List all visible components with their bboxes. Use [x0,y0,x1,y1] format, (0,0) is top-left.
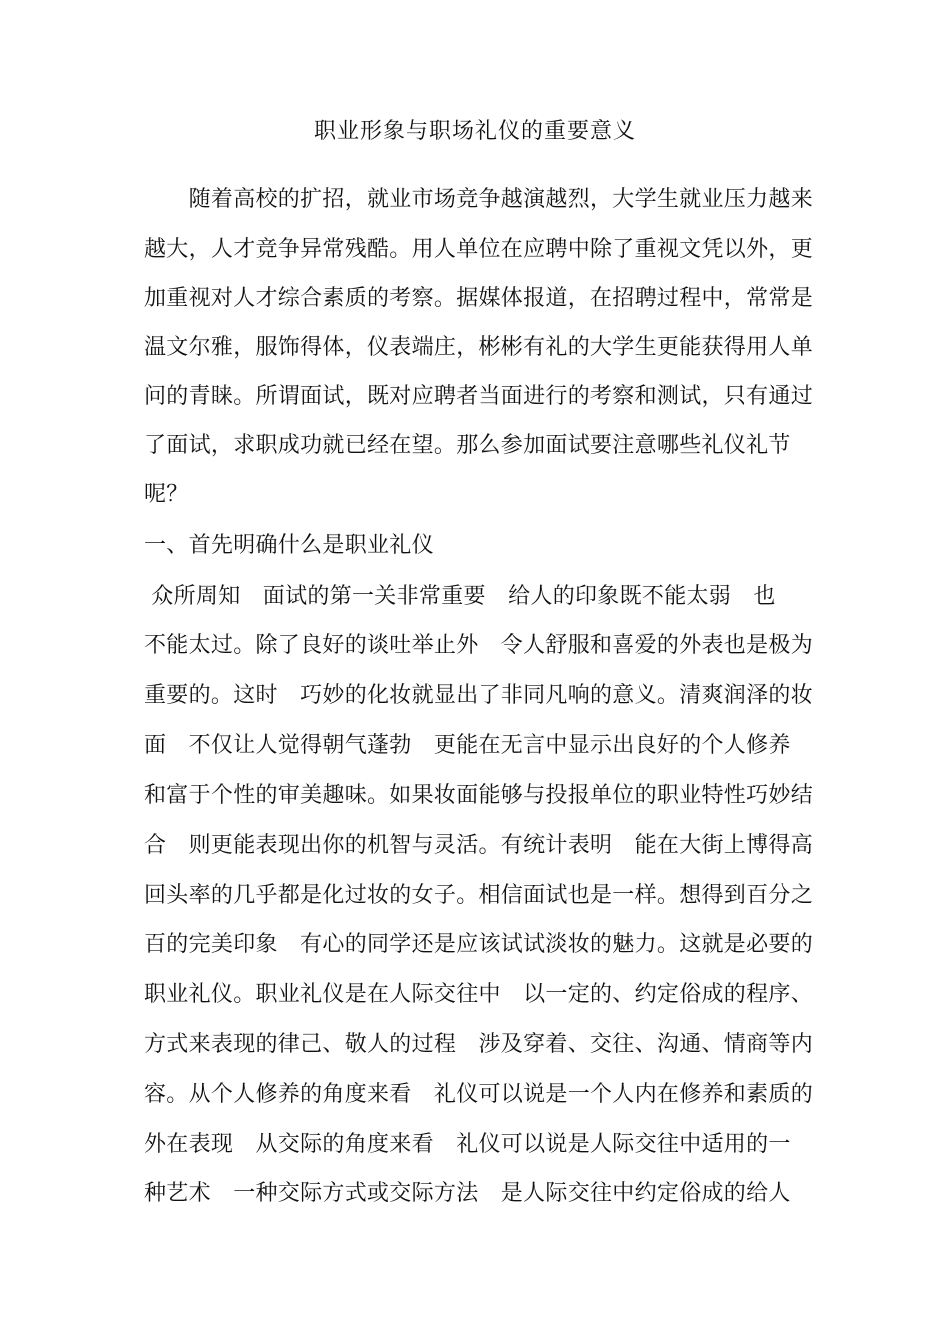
body-line: 回头率的几乎都是化过妆的女子。相信面试也是一样。想得到百分之 [144,883,814,908]
body-line: 温文尔雅，服饰得体，仪表端庄，彬彬有礼的大学生更能获得用人单 [144,335,814,360]
body-line: 面 不仅让人觉得朝气蓬勃 更能在无言中显示出良好的个人修养 [144,733,791,758]
body-line: 方式来表现的律己、敬人的过程 涉及穿着、交往、沟通、情商等内 [144,1032,814,1057]
body-line: 随着高校的扩招，就业市场竞争越演越烈，大学生就业压力越来 [144,187,814,212]
body-line: 了面试，求职成功就已经在望。那么参加面试要注意哪些礼仪礼节 [144,433,791,458]
body-line: 合 则更能表现出你的机智与灵活。有统计表明 能在大街上博得高 [144,833,814,858]
section-heading: 一、首先明确什么是职业礼仪 [144,533,434,558]
document-title: 职业形象与职场礼仪的重要意义 [313,119,636,144]
body-line: 职业礼仪。职业礼仪是在人际交往中 以一定的、约定俗成的程序、 [144,982,814,1007]
body-line: 问的青睐。所谓面试，既对应聘者当面进行的考察和测试，只有通过 [144,384,814,409]
body-line: 重要的。这时 巧妙的化妆就显出了非同凡响的意义。清爽润泽的妆 [144,683,814,708]
body-line: 越大，人才竞争异常残酷。用人单位在应聘中除了重视文凭以外，更 [144,237,814,262]
body-line: 加重视对人才综合素质的考察。据媒体报道，在招聘过程中，常常是 [144,286,814,311]
body-line: 众所周知 面试的第一关非常重要 给人的印象既不能太弱 也 [144,584,776,609]
body-line: 容。从个人修养的角度来看 礼仪可以说是一个人内在修养和素质的 [144,1082,814,1107]
body-line: 百的完美印象 有心的同学还是应该试试淡妆的魅力。这就是必要的 [144,932,814,957]
body-line: 呢？ [144,482,189,507]
body-line: 不能太过。除了良好的谈吐举止外 令人舒服和喜爱的外表也是极为 [144,633,814,658]
body-line: 外在表现 从交际的角度来看 礼仪可以说是人际交往中适用的一 [144,1132,791,1157]
body-line: 种艺术 一种交际方式或交际方法 是人际交往中约定俗成的给人 [144,1181,791,1206]
body-line: 和富于个性的审美趣味。如果妆面能够与投报单位的职业特性巧妙结 [144,783,814,808]
